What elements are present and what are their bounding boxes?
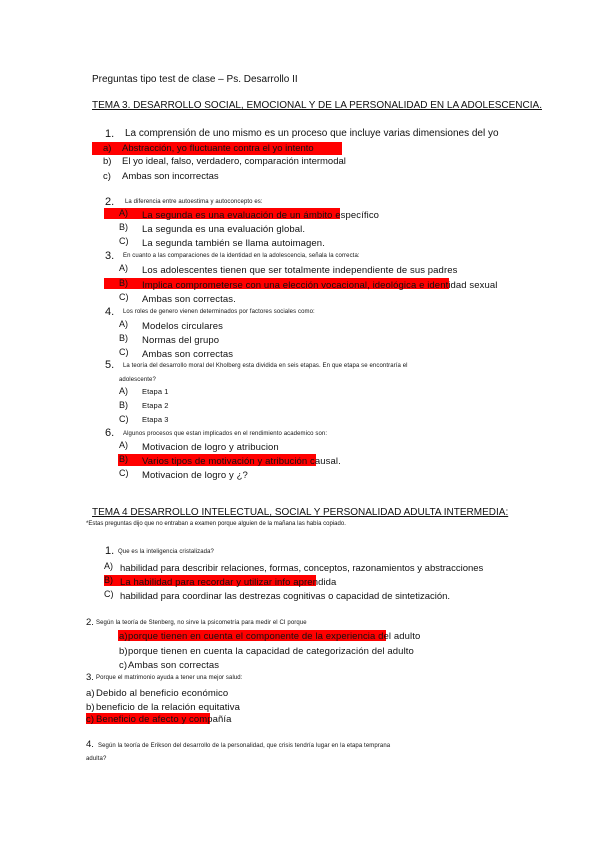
t3-q3-text: En cuanto a las comparaciones de la identidad en la adolescencia, señala la correcta:: [123, 253, 360, 259]
t3-q1-option-c: c) Ambas son incorrectas: [103, 171, 219, 182]
t3-q3-option-c: C) Ambas son correctas.: [119, 292, 236, 305]
t3-q6-text: Algunos procesos que estan implicados en el rendimiento academico son:: [123, 431, 328, 437]
t4-q2-option-c: c) Ambas son correctas: [119, 660, 220, 671]
t3-q2-option-a: A) La segunda es una evaluación de un ámbito específico: [104, 208, 340, 219]
t3-q2-number: 2.: [105, 196, 115, 208]
t3-q6-option-b: B) Varios tipos de motivación y atribución causal.: [119, 454, 341, 467]
tema3-heading: TEMA 3. DESARROLLO SOCIAL, EMOCIONAL Y DE LA PERSONALIDAD EN LA ADOLESCENCIA.: [92, 100, 542, 111]
t4-q4-number: 4.: [86, 739, 94, 750]
t3-q1-text: La comprensión de uno mismo es un proceso que incluye varias dimensiones del yo: [125, 128, 499, 139]
t4-q3-option-b: b) beneficio de la relación equitativa: [86, 702, 240, 713]
t4-q2-option-b: b) porque tienen en cuenta la capacidad de categorización del adulto: [119, 646, 414, 657]
t3-q4-text: Los roles de genero vienen determinados por factores sociales como:: [123, 309, 315, 315]
t3-q1-option-a: a) Abstracción, yo fluctuante contra el yo intento: [92, 142, 342, 155]
t3-q2-option-b: B) La segunda es una evaluación global.: [119, 222, 306, 235]
t4-q1-option-c: C) habilidad para coordinar las destrezas cognitivas o capacidad de sintetización.: [104, 589, 451, 602]
t4-q1-option-b: B) La habilidad para recordar y utilizar info aprendida: [104, 575, 337, 588]
t3-q5-option-b: B) Etapa 2: [119, 400, 169, 410]
t3-q1-number: 1.: [105, 128, 115, 140]
t4-q3-option-c: c) Beneficio de afecto y compañía: [86, 714, 232, 725]
t4-q3-option-a: a) Debido al beneficio económico: [86, 688, 229, 699]
t3-q5-option-c: C) Etapa 3: [119, 414, 169, 424]
t3-q5-text-line2: adolescente?: [119, 377, 156, 383]
t4-q2-option-a: a) porque tienen en cuenta el componente de la experiencia del adulto: [119, 631, 421, 642]
tema4-heading: TEMA 4 DESARROLLO INTELECTUAL, SOCIAL Y PERSONALIDAD ADULTA INTERMEDIA:: [92, 507, 509, 518]
t4-q3-text: Porque el matrimonio ayuda a tener una mejor salud:: [96, 675, 243, 681]
t3-q4-number: 4.: [105, 306, 115, 318]
t3-q3-option-b: B) Implica comprometerse con una elección vocacional, ideológica e identidad sexual: [104, 278, 449, 289]
t3-q4-option-b: B) Normas del grupo: [119, 333, 220, 346]
t4-q1-text: Que es la inteligencia cristalizada?: [118, 549, 214, 555]
t3-q2-text: La diferencia entre autoestima y autoconcepto es:: [125, 199, 263, 205]
t3-q3-number: 3.: [105, 250, 115, 262]
t4-q4-text-line1: Según la teoría de Erikson del desarrollo de la personalidad, que crisis tendría lugar en la etapa temprana: [98, 743, 391, 749]
t3-q6-number: 6.: [105, 427, 115, 439]
t3-q6-option-a: A) Motivacion de logro y atribucion: [119, 440, 279, 453]
t3-q4-option-a: A) Modelos circulares: [119, 319, 223, 332]
t3-q2-option-c: C) La segunda también se llama autoimagen.: [119, 236, 325, 249]
t3-q3-option-a: A) Los adolescentes tienen que ser totalmente independiente de sus padres: [119, 263, 458, 276]
t4-q4-text-line2: adulta?: [86, 756, 107, 762]
t3-q6-option-c: C) Motivacion de logro y ¿?: [119, 468, 248, 481]
t4-q2-text: Según la teoría de Stenberg, no sirve la psicometría para medir el CI porque: [96, 620, 307, 626]
t3-q5-option-a: A) Etapa 1: [119, 386, 169, 396]
t4-q1-number: 1.: [105, 545, 115, 557]
t3-q5-number: 5.: [105, 359, 115, 371]
t4-q2-number: 2.: [86, 617, 94, 628]
t3-q4-option-c: C) Ambas son correctas: [119, 347, 234, 360]
tema4-note: *Estas preguntas dijo que no entraban a examen porque alguien de la mañana las había copiado.: [86, 521, 346, 527]
t4-q1-option-a: A) habilidad para describir relaciones, formas, conceptos, razonamientos y abstracciones: [104, 561, 484, 574]
t4-q3-number: 3.: [86, 672, 94, 683]
t3-q1-option-b: b) El yo ideal, falso, verdadero, comparación intermodal: [103, 156, 346, 167]
document-title: Preguntas tipo test de clase – Ps. Desarrollo II: [92, 74, 298, 85]
t3-q5-text-line1: La teoría del desarrollo moral del Kholberg esta dividida en seis etapas. En que etapa se encontraría el: [123, 363, 408, 369]
